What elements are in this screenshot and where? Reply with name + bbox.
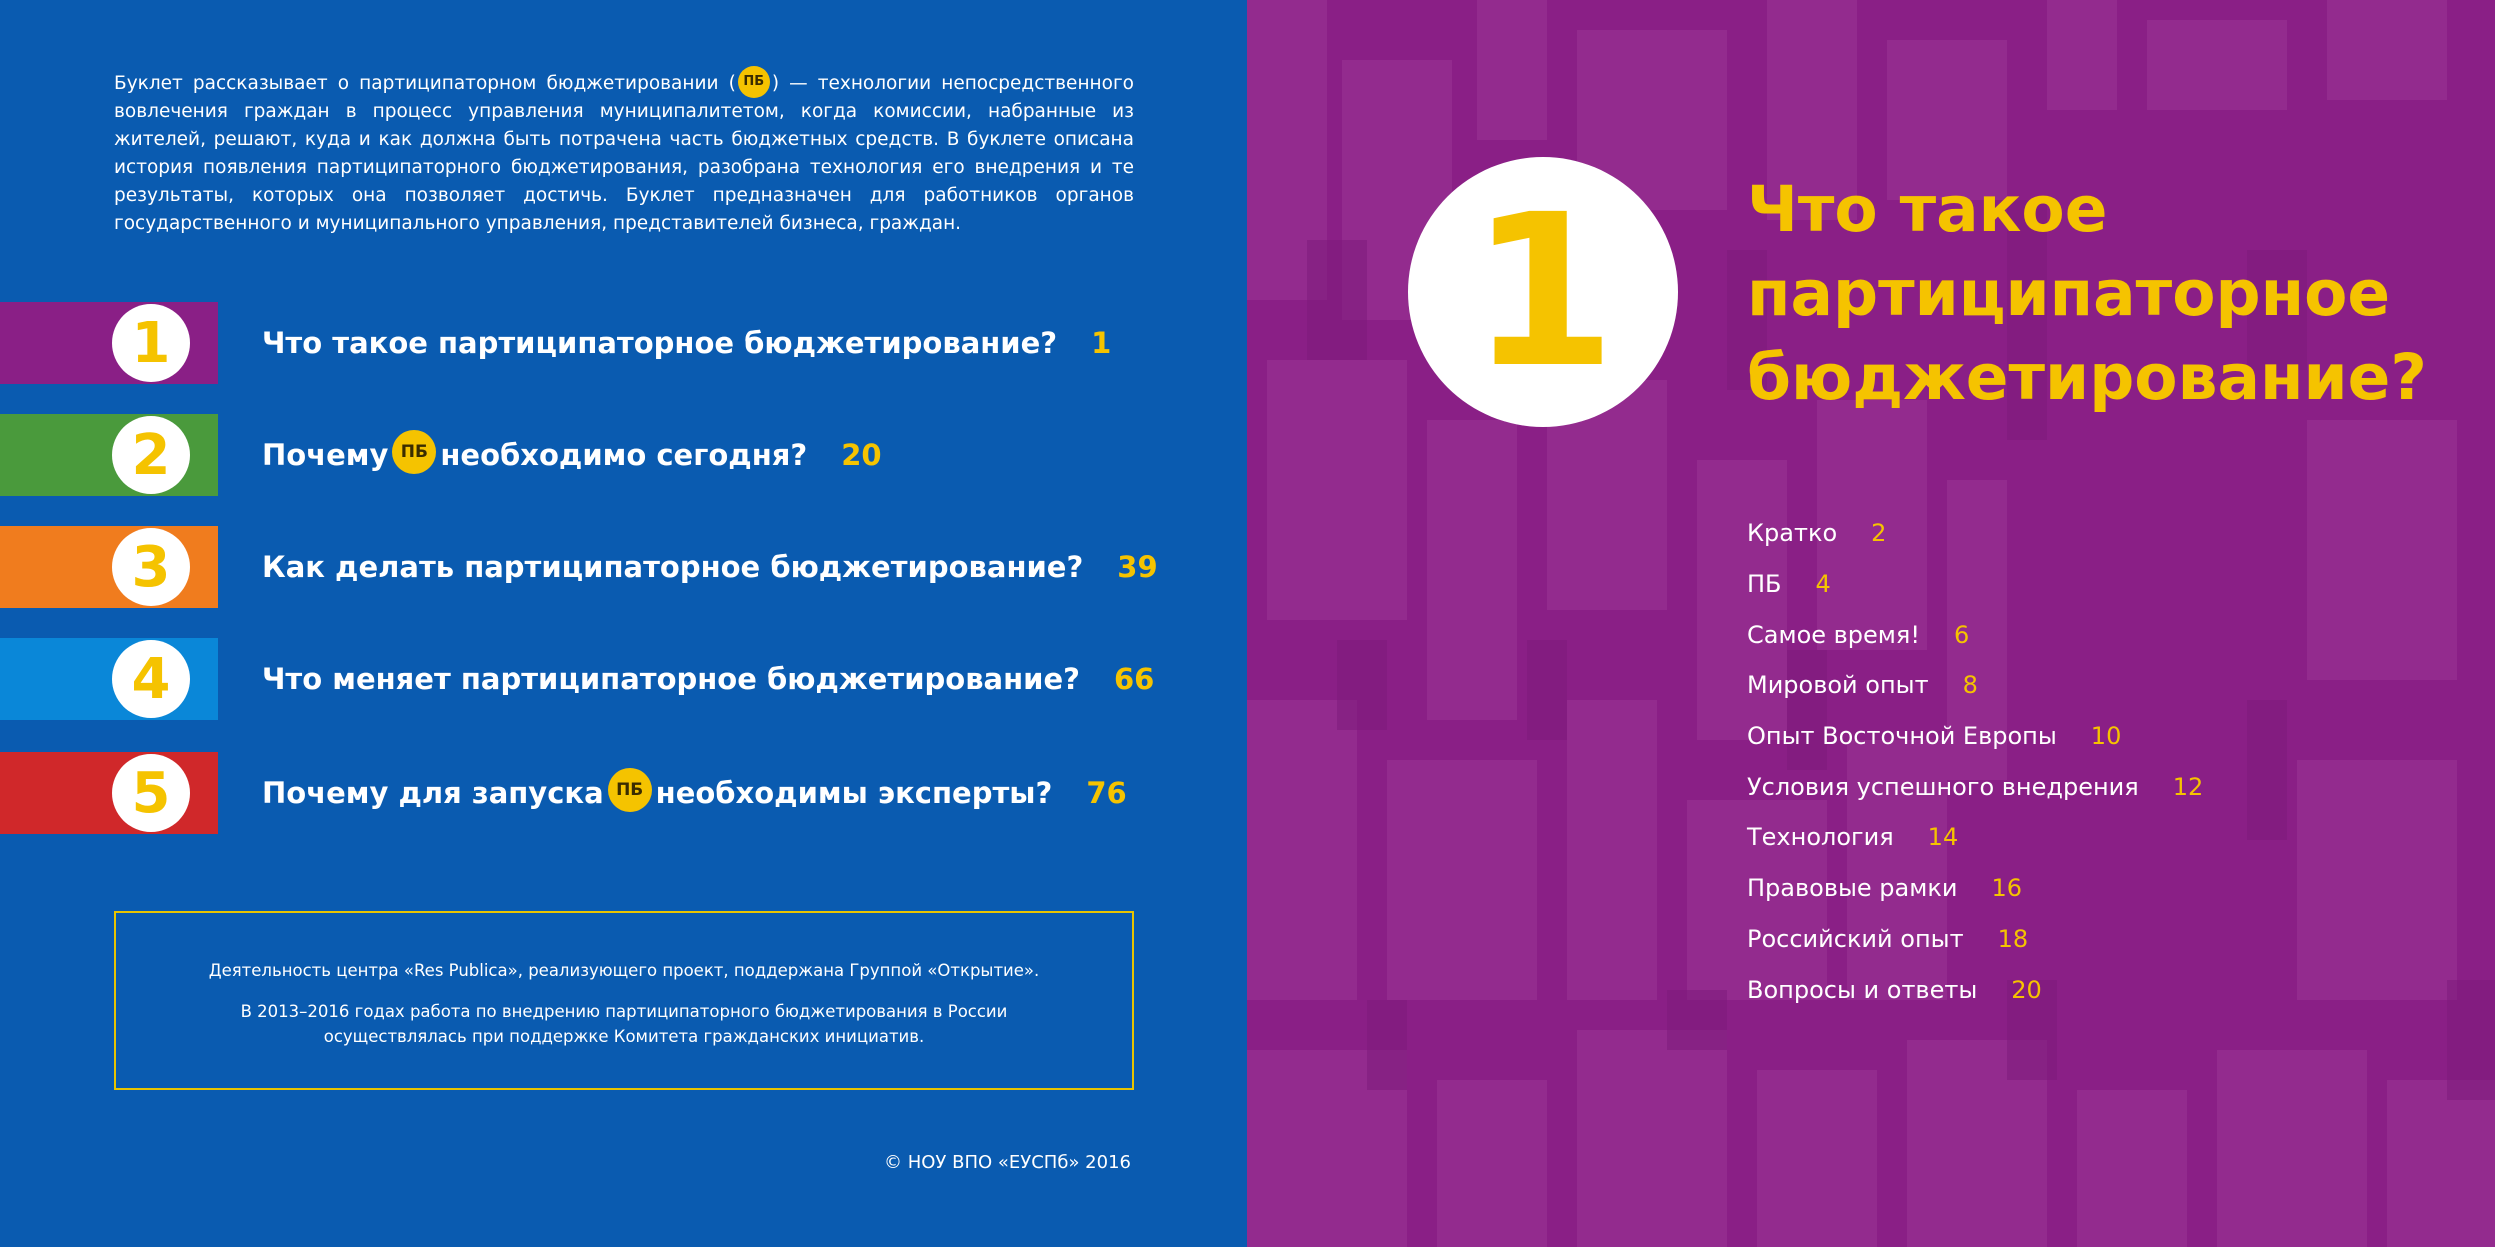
subtoc-label: Правовые рамки [1747,874,1958,903]
subtoc-page: 14 [1927,823,1959,852]
chapter-title-line: бюджетирование? [1747,341,2427,414]
support-line-2: В 2013–2016 годах работа по внедрению партиципаторного бюджетирования в России осуществлялась при поддержке Комитета гражданских инициатив. [240,1002,1008,1046]
left-page [0,0,1247,1247]
subtoc-label: Опыт Восточной Европы [1747,722,2057,751]
subtoc-page: 12 [2172,772,2204,801]
copyright: © НОУ ВПО «ЕУСПб» 2016 [884,1152,1131,1173]
subtoc-label: Мировой опыт [1747,671,1929,700]
toc-title-after: необходимы эксперты? [655,776,1053,810]
toc-title [262,526,1158,608]
subtoc-item[interactable] [1747,964,2203,1015]
pb-badge: ПБ [392,430,436,474]
toc-item-2[interactable] [0,414,1247,496]
toc-title-text: Что такое партиципаторное бюджетирование? [262,326,1058,360]
toc-item-5[interactable] [0,752,1247,834]
subtoc-item[interactable] [1747,508,2203,559]
toc-number: 5 [112,754,190,832]
support-notice [114,911,1134,1090]
toc-title-after: необходимо сегодня? [440,438,808,472]
toc-item-4[interactable] [0,638,1247,720]
subtoc-page: 4 [1815,570,1831,599]
subtoc-label: Технология [1747,823,1894,852]
chapter-contents [1747,508,2203,1015]
subtoc-item[interactable] [1747,660,2203,711]
subtoc-label: Условия успешного внедрения [1747,772,2139,801]
chapter-title [1747,168,2447,420]
toc-number: 3 [112,528,190,606]
subtoc-page: 18 [1997,924,2029,953]
toc-page-number: 20 [841,438,882,472]
chapter-title-line: Что такое [1747,173,2108,246]
subtoc-item[interactable] [1747,559,2203,610]
toc-page-number: 66 [1113,662,1155,696]
intro-part2: ) — технологии непосредственного вовлечения граждан в процесс управления муниципалитетом, когда комиссии, набранные из жителей, решают, куда и как должна быть потрачена часть бюджетных средств. В буклете описана история появления партиципаторного бюджетирования, разобрана технология его внедрения и те результаты, которых она позволяет достичь. Буклет предназначен для работников органов государственного и муниципального управления, представителей бизнеса, граждан. [114,73,1134,234]
toc-page-number: 76 [1086,776,1127,810]
intro-text [114,70,1134,238]
subtoc-item[interactable] [1747,711,2203,762]
subtoc-item[interactable] [1747,761,2203,812]
toc-title-before: Почему для запуска [262,776,604,810]
toc-page-number: 1 [1091,326,1112,360]
toc-page-number: 39 [1117,550,1158,584]
toc-title-before: Почему [262,438,389,472]
subtoc-page: 6 [1953,620,1970,649]
intro-part1: Буклет рассказывает о партиципаторном бюджетировании ( [114,73,736,94]
subtoc-label: ПБ [1747,570,1782,599]
subtoc-label: Кратко [1747,519,1838,548]
subtoc-item[interactable] [1747,914,2203,965]
chapter-number-circle: 1 [1408,157,1678,427]
subtoc-item[interactable] [1747,863,2203,914]
subtoc-page: 20 [2011,975,2042,1004]
subtoc-label: Российский опыт [1747,924,1964,953]
toc-title [262,414,882,496]
chapter-title-line: партиципаторное [1747,257,2391,330]
toc-number: 2 [112,416,190,494]
support-line-1: Деятельность центра «Res Publica», реализующего проект, поддержана Группой «Открытие». [208,961,1040,980]
toc-number: 4 [112,640,190,718]
subtoc-label: Самое время! [1747,620,1920,649]
pb-badge: ПБ [608,768,652,812]
subtoc-page: 16 [1991,874,2022,903]
subtoc-item[interactable] [1747,609,2203,660]
subtoc-page: 10 [2090,722,2122,751]
toc-title [262,638,1154,720]
toc-title-text: Как делать партиципаторное бюджетирование? [262,550,1084,584]
pb-badge: ПБ [738,66,770,98]
subtoc-item[interactable] [1747,812,2203,863]
subtoc-label: Вопросы и ответы [1747,975,1978,1004]
toc-title [262,302,1111,384]
subtoc-page: 2 [1871,519,1887,548]
toc-number: 1 [112,304,190,382]
toc-title [262,752,1127,834]
toc-title-text: Что меняет партиципаторное бюджетирование? [262,662,1080,696]
toc-item-1[interactable] [0,302,1247,384]
toc-item-3[interactable] [0,526,1247,608]
subtoc-page: 8 [1962,671,1978,700]
